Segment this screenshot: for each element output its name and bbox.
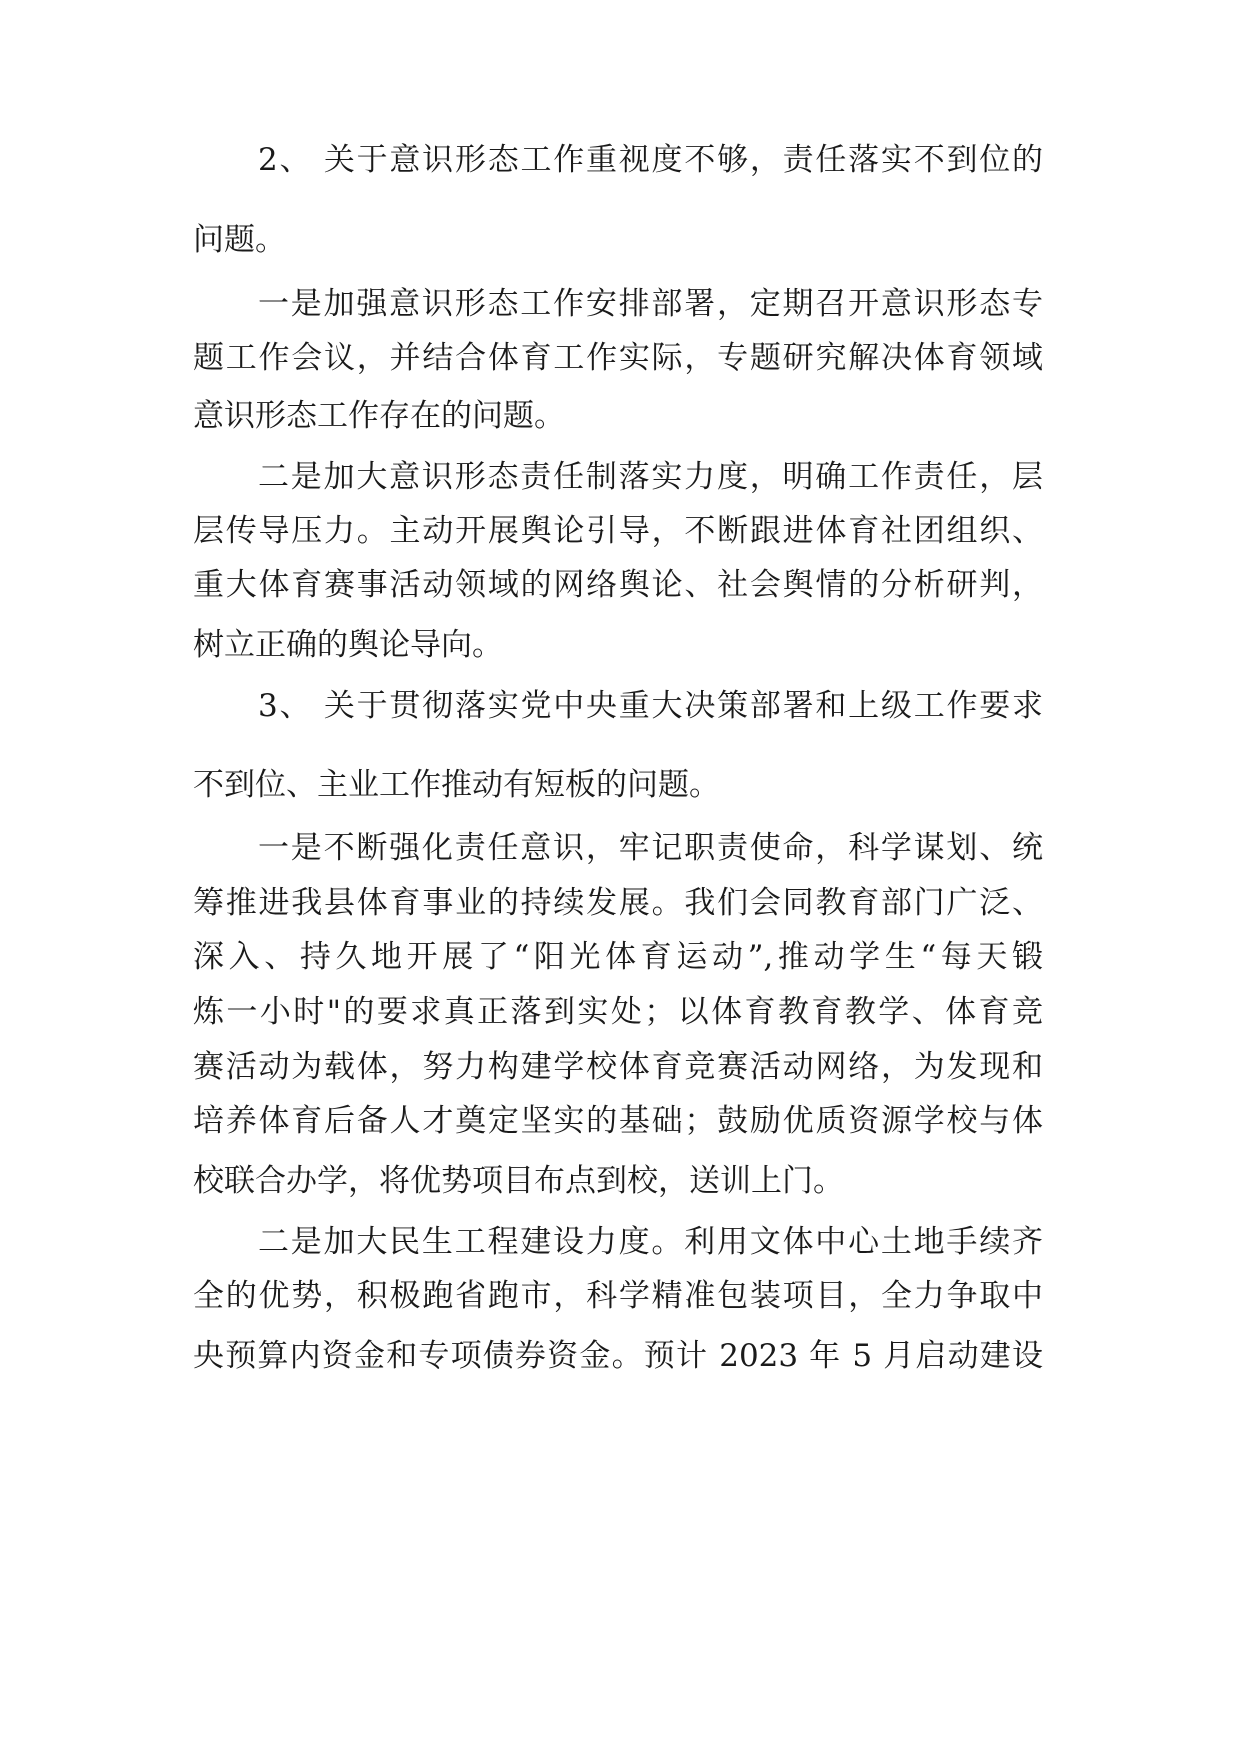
paragraph-line: 校联合办学，将优势项目布点到校，送训上门。 bbox=[193, 1163, 844, 1199]
paragraph-line: 一是加强意识形态工作安排部署，定期召开意识形态专 bbox=[258, 286, 1043, 322]
paragraph-line: 筹推进我县体育事业的持续发展。我们会同教育部门广泛、 bbox=[193, 885, 1043, 921]
section-2-heading-line-1: 2、 关于意识形态工作重视度不够，责任落实不到位的 bbox=[258, 142, 1043, 178]
paragraph-line: 重大体育赛事活动领域的网络舆论、社会舆情的分析研判， bbox=[193, 567, 1043, 603]
paragraph-line: 一是不断强化责任意识，牢记职责使命，科学谋划、统 bbox=[258, 830, 1043, 866]
paragraph-line: 培养体育后备人才奠定坚实的基础；鼓励优质资源学校与体 bbox=[193, 1103, 1043, 1139]
paragraph-line: 层传导压力。主动开展舆论引导，不断跟进体育社团组织、 bbox=[193, 513, 1043, 549]
paragraph-line: 二是加大意识形态责任制落实力度，明确工作责任，层 bbox=[258, 459, 1043, 495]
section-3-heading-line-1: 3、 关于贯彻落实党中央重大决策部署和上级工作要求 bbox=[258, 688, 1043, 724]
paragraph-line: 深入、持久地开展了“阳光体育运动”,推动学生“每天锻 bbox=[193, 939, 1043, 975]
paragraph-line: 题工作会议，并结合体育工作实际，专题研究解决体育领域 bbox=[193, 340, 1043, 376]
paragraph-line: 炼一小时"的要求真正落到实处；以体育教育教学、体育竞 bbox=[193, 994, 1043, 1030]
section-3-heading-line-2: 不到位、主业工作推动有短板的问题。 bbox=[193, 767, 720, 803]
paragraph-line: 树立正确的舆论导向。 bbox=[193, 627, 503, 663]
paragraph-line: 二是加大民生工程建设力度。利用文体中心土地手续齐 bbox=[258, 1224, 1043, 1260]
paragraph-line: 赛活动为载体，努力构建学校体育竞赛活动网络，为发现和 bbox=[193, 1049, 1043, 1085]
paragraph-line: 央预算内资金和专项债券资金。预计 2023 年 5 月启动建设 bbox=[193, 1338, 1043, 1374]
section-2-heading-line-2: 问题。 bbox=[193, 222, 286, 258]
paragraph-line: 意识形态工作存在的问题。 bbox=[193, 398, 565, 434]
paragraph-line: 全的优势，积极跑省跑市，科学精准包装项目，全力争取中 bbox=[193, 1278, 1043, 1314]
